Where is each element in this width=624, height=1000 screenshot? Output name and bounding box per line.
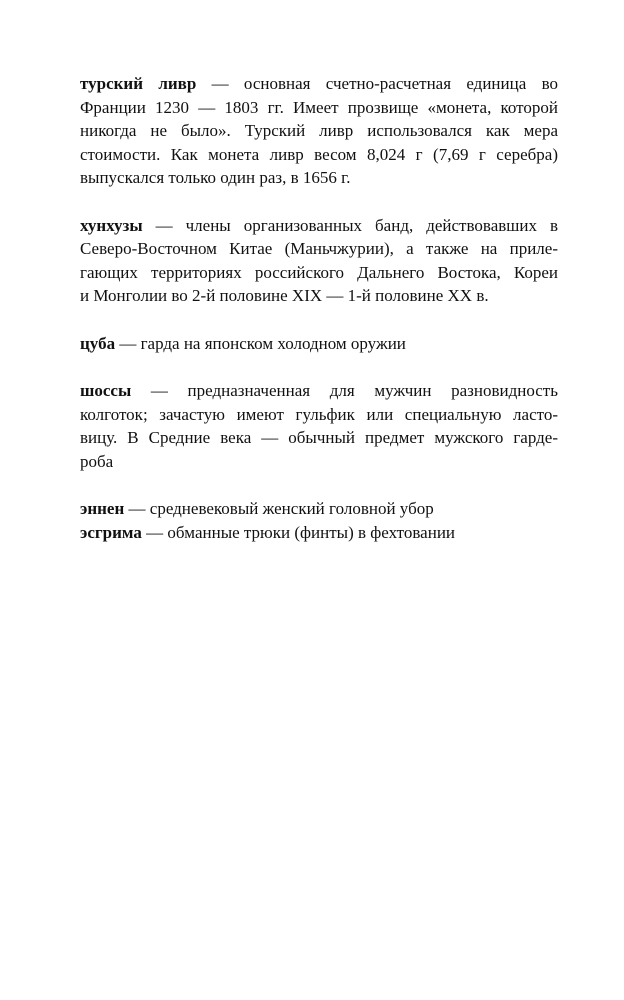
entry-term: шоссы (80, 381, 132, 400)
glossary-entry-hunhuzy (80, 214, 558, 308)
entry-line: Северо-Восточном Китае (Маньчжурии), а также на приле- (80, 239, 558, 258)
entry-spacer (80, 190, 558, 214)
entry-line: никогда не было». Турский ливр использовался как мера (80, 121, 558, 140)
glossary-page (80, 72, 558, 544)
entry-text: — члены организованных банд, действовавших в (142, 215, 558, 235)
glossary-entry-esgrima (80, 521, 558, 545)
entry-line (80, 379, 558, 403)
entry-line (80, 497, 558, 521)
entry-line (80, 72, 558, 96)
entry-line: и Монголии во 2-й половине XIX — 1-й половине XX в. (80, 286, 489, 305)
entry-term: эннен (80, 499, 125, 518)
entry-line (80, 332, 558, 356)
glossary-entry-tsuba (80, 332, 558, 356)
entry-line: стоимости. Как монета ливр весом 8,024 г (7,69 г серебра) (80, 144, 558, 164)
glossary-entry-tursky-livr (80, 72, 558, 190)
entry-line (80, 214, 558, 238)
entry-line: колготок; зачастую имеют гульфик или специальную ласто- (80, 404, 558, 424)
entry-line: Франции 1230 — 1803 гг. Имеет прозвище «монета, которой (80, 97, 558, 117)
entry-term: турский ливр (80, 74, 197, 93)
entry-spacer (80, 308, 558, 332)
entry-term: хунхузы (80, 215, 143, 235)
entry-line: гающих территориях российского Дальнего Востока, Кореи (80, 262, 558, 282)
entry-spacer (80, 473, 558, 497)
entry-text: — обманные трюки (финты) в фехтовании (141, 522, 456, 542)
entry-text: — основная счетно-расчетная единица во (196, 74, 558, 93)
glossary-entry-ennen (80, 497, 558, 521)
entry-term: цуба (80, 333, 116, 353)
entry-line: роба (80, 451, 114, 471)
entry-text: — гарда на японском холодном оружии (115, 333, 406, 353)
entry-spacer (80, 355, 558, 379)
glossary-entry-shossy (80, 379, 558, 473)
entry-term: эсгрима (80, 522, 142, 542)
entry-text: — предназначенная для мужчин разновидность (131, 381, 558, 400)
entry-text: — средневековый женский головной убор (124, 499, 434, 518)
entry-line: вицу. В Средние века — обычный предмет мужского гарде- (80, 428, 558, 447)
entry-line (80, 521, 558, 545)
entry-line: выпускался только один раз, в 1656 г. (80, 168, 351, 187)
